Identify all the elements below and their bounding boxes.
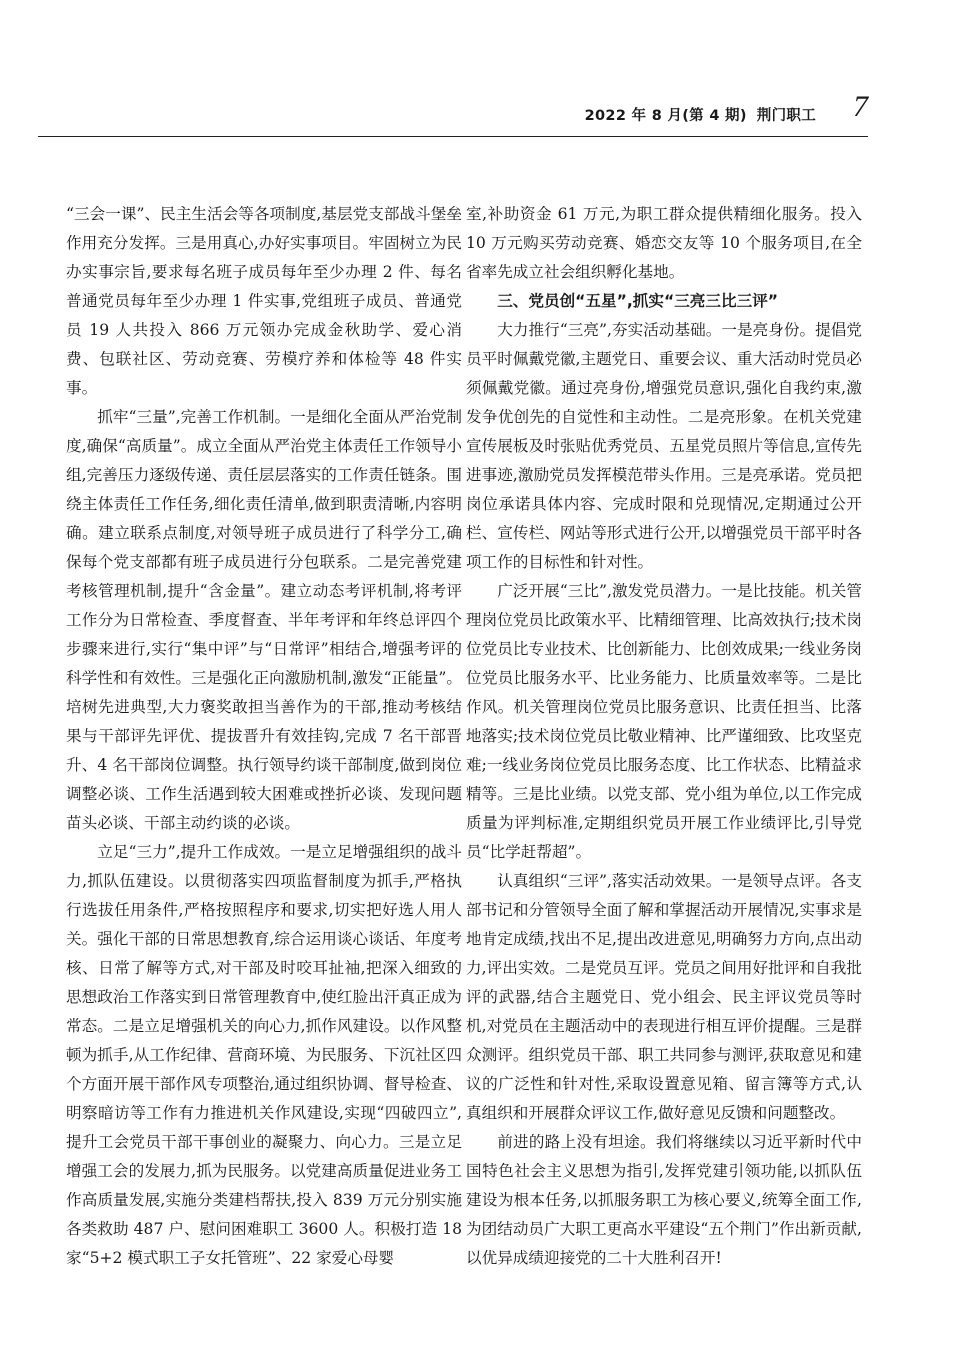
publication-name: 荆门职工 (756, 108, 816, 124)
paragraph: 抓牢“三量”,完善工作机制。一是细化全面从严治党制度,确保“高质量”。成立全面从严治党主体责任工作领导小组,完善压力逐级传递、责任层层落实的工作责任链条。围绕主体责任工作任务,细化责任清单,做到职责清晰,内容明确。建立联系点制度,对领导班子成员进行了科学分工,确保每个党支部都有班子成员进行分包联系。二是完善党建考核管理机制,提升“含金量”。建立动态考评机制,将考评工作分为日常检查、季度督查、半年考评和年终总评四个步骤来进行,实行“集中评”与“日常评”相结合,增强考评的科学性和有效性。三是强化正向激励机制,激发“正能量”。培树先进典型,大力褒奖敢担当善作为的干部,推动考核结果与干部评先评优、提拔晋升有效挂钩,完成 7 名干部晋升、4 名干部岗位调整。执行领导约谈干部制度,做到岗位调整必谈、工作生活遇到较大困难或挫折必谈、发现问题苗头必谈、干部主动约谈的必谈。 (66, 408, 462, 832)
section-heading: 三、党员创“五星”,抓实“三亮三比三评” (497, 292, 779, 310)
paragraph: 广泛开展“三比”,激发党员潜力。一是比技能。机关管理岗位党员比政策水平、比精细管理、比高效执行;技术岗位党员比专业技术、比创新能力、比创效成果;一线业务岗位党员比服务水平、比业务能力、比质量效率等。二是比作风。机关管理岗位党员比服务意识、比责任担当、比落地落实;技术岗位党员比敬业精神、比严谨细致、比攻坚克难;一线业务岗位党员比服务态度、比工作状态、比精益求精等。三是比业绩。以党支部、党小组为单位,以工作完成质量为评判标准,定期组织党员开展工作业绩评比,引导党员“比学赶帮超”。 (466, 582, 862, 861)
paragraph: 立足“三力”,提升工作成效。一是立足增强组织的战斗力,抓队伍建设。以贯彻落实四项监督制度为抓手,严格执行选拔任用条件,严格按照程序和要求,切实把好选人用人关。强化干部的日常思想教育,综合运用谈心谈话、年度考核、日常了解等方式,对干部及时咬耳扯袖,把深入细致的思想政治工作落实到日常管理教育中,使红脸出汗真正成为常态。二是立足增强机关的向心力,抓作风建设。以作风整顿为抓手,从工作纪律、营商环境、为民服务、下沉社区四个方面开展干部作风专项整治,通过组织协调、督导检查、明察暗访等工作有力推进机关作风建设,实现“四破四立”,提升工会党员干部干事创业的凝聚力、向心力。三是立足增强工会的发展力,抓为民服务。以党建高质量促进业务工作高质量发展,实施分类建档帮扶,投入 839 万元分别实施各类救助 487 户、慰问困难职工 3600 人。积极打造 18 家“5+2 模式职工子女托管班”、22 家爱心母婴 (66, 843, 462, 1267)
paragraph: 前进的路上没有坦途。我们将继续以习近平新时代中国特色社会主义思想为指引,发挥党建引领功能,以抓队伍建设为根本任务,以抓服务职工为核心要义,统筹全面工作,为团结动员广大职工更高水平建设“五个荆门”作出新贡献,以优异成绩迎接党的二十大胜利召开! (466, 1133, 862, 1267)
page-number: 7 (853, 90, 868, 123)
paragraph: “三会一课”、民主生活会等各项制度,基层党支部战斗堡垒作用充分发挥。三是用真心,办好实事项目。牢固树立为民办实事宗旨,要求每名班子成员每年至少办理 2 件、每名普通党员每年至少办理 1 件实事,党组班子成员、普通党员 19 人共投入 866 万元领办完成金秋助学、爱心消费、包联社区、劳动竞赛、劳模疗养和体检等 48 件实事。 (66, 205, 462, 397)
right-column (466, 200, 862, 1273)
page-header (38, 92, 868, 137)
issue-date: 2022 年 8 月(第 4 期) (584, 108, 747, 124)
paragraph: 大力推行“三亮”,夯实活动基础。一是亮身份。提倡党员平时佩戴党徽,主题党日、重要会议、重大活动时党员必须佩戴党徽。通过亮身份,增强党员意识,强化自我约束,激发争优创先的自觉性和主动性。二是亮形象。在机关党建宣传展板及时张贴优秀党员、五星党员照片等信息,宣传先进事迹,激励党员发挥模范带头作用。三是亮承诺。党员把岗位承诺具体内容、完成时限和兑现情况,定期通过公开栏、宣传栏、网站等形式进行公开,以增强党员干部平时各项工作的目标性和针对性。 (466, 321, 862, 571)
paragraph: 认真组织“三评”,落实活动效果。一是领导点评。各支部书记和分管领导全面了解和掌握活动开展情况,实事求是地肯定成绩,找出不足,提出改进意见,明确努力方向,点出动力,评出实效。二是党员互评。党员之间用好批评和自我批评的武器,结合主题党日、党小组会、民主评议党员等时机,对党员在主题活动中的表现进行相互评价提醒。三是群众测评。组织党员干部、职工共同参与测评,获取意见和建议的广泛性和针对性,采取设置意见箱、留言簿等方式,认真组织和开展群众评议工作,做好意见反馈和问题整改。 (466, 872, 862, 1122)
header-info (585, 104, 816, 125)
left-column (66, 200, 462, 1273)
paragraph: 室,补助资金 61 万元,为职工群众提供精细化服务。投入 10 万元购买劳动竞赛、婚恋交友等 10 个服务项目,在全省率先成立社会组织孵化基地。 (466, 205, 862, 281)
